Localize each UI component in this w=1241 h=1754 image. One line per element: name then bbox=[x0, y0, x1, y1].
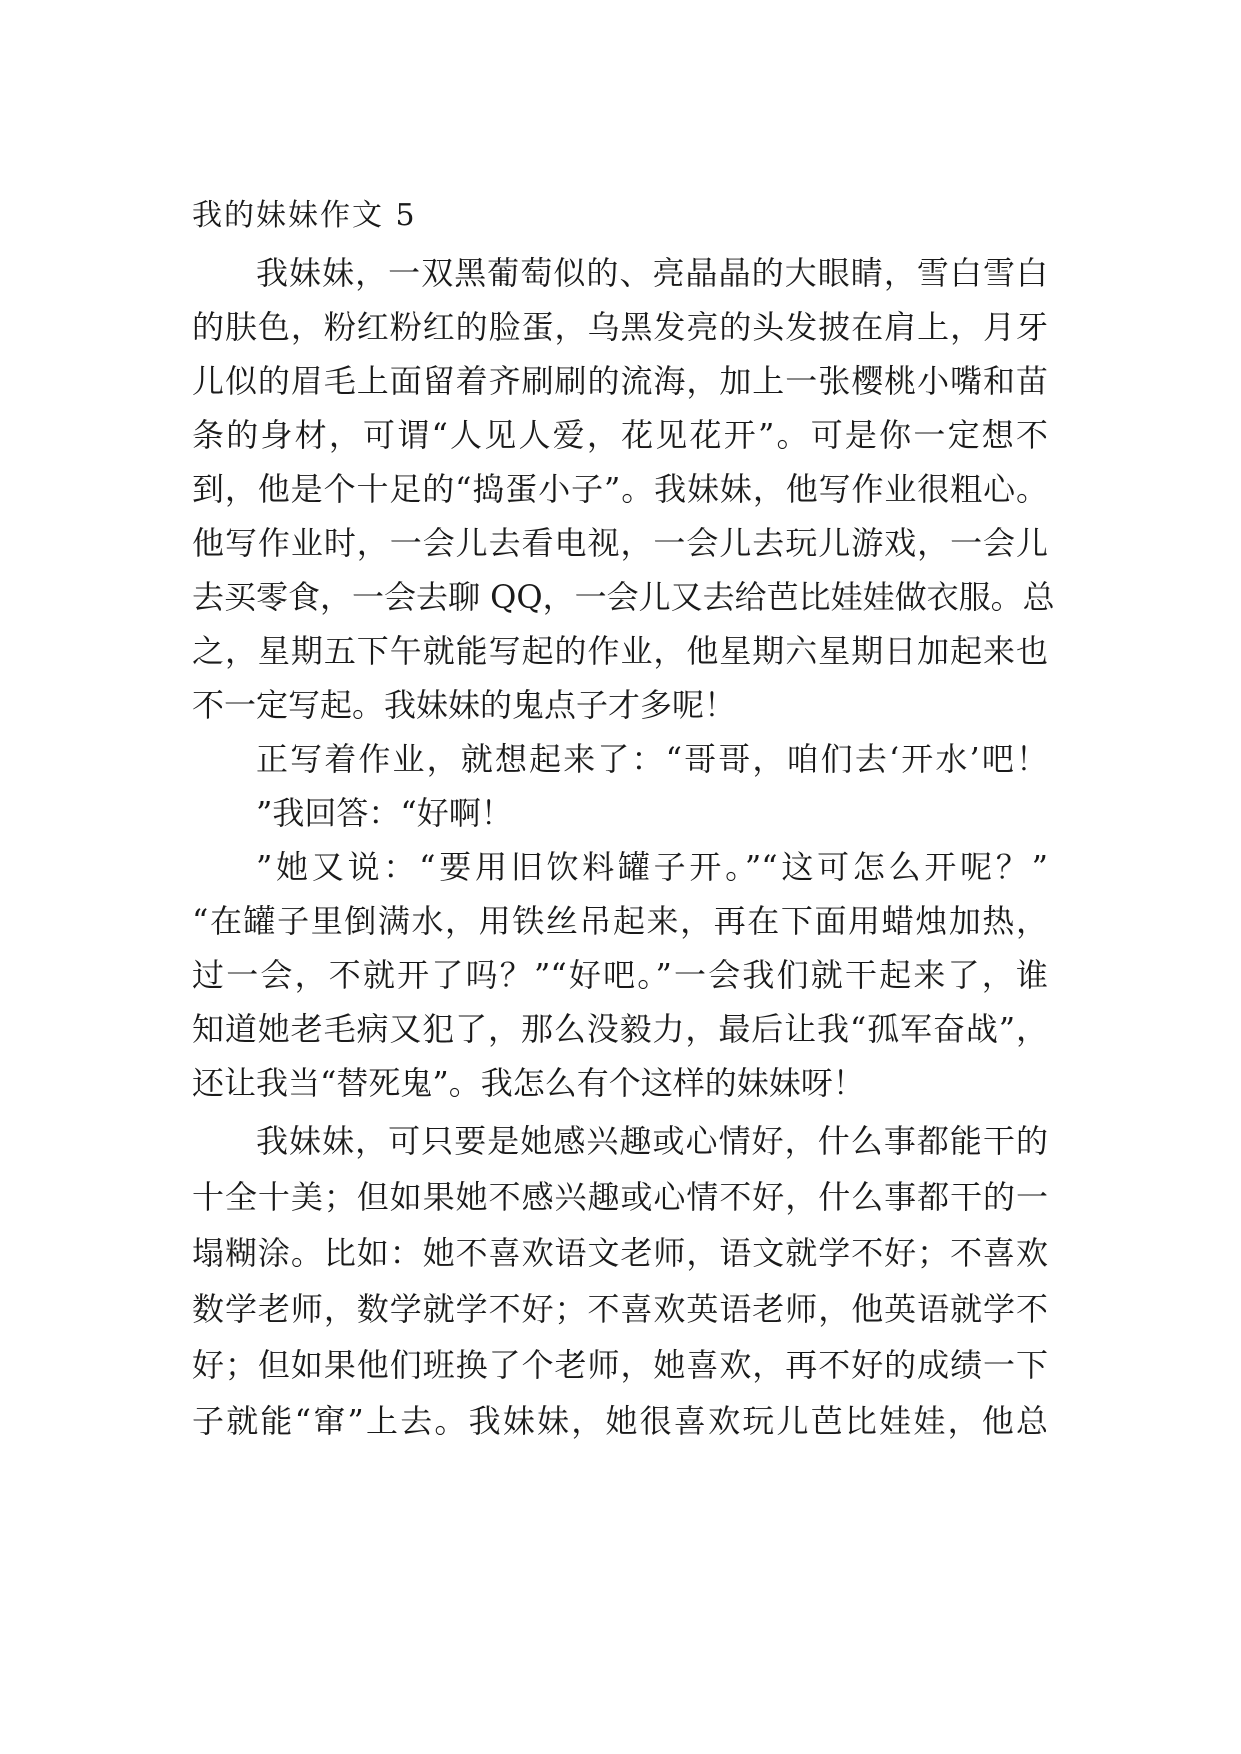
text-line: 还让我当“替死鬼”。我怎么有个这样的妹妹呀！ bbox=[192, 1064, 865, 1102]
text-line: 我妹妹，一双黑葡萄似的、亮晶晶的大眼睛，雪白雪白 bbox=[256, 254, 1048, 292]
text-line: 他写作业时，一会儿去看电视，一会儿去玩儿游戏，一会儿 bbox=[192, 524, 1048, 562]
text-line: “在罐子里倒满水，用铁丝吊起来，再在下面用蜡烛加热， bbox=[192, 902, 1048, 940]
text-line: 不一定写起。我妹妹的鬼点子才多呢！ bbox=[192, 686, 737, 724]
text-line: 我妹妹，可只要是她感兴趣或心情好，什么事都能干的 bbox=[256, 1122, 1048, 1160]
text-line: 知道她老毛病又犯了，那么没毅力，最后让我“孤军奋战”， bbox=[192, 1010, 1048, 1048]
text-line: 去买零食，一会去聊 QQ，一会儿又去给芭比娃娃做衣服。总 bbox=[192, 578, 1055, 616]
text-line: 到，他是个十足的“捣蛋小子”。我妹妹，他写作业很粗心。 bbox=[192, 470, 1048, 508]
document-title: 我的妹妹作文 5 bbox=[192, 198, 417, 233]
text-line: 之，星期五下午就能写起的作业，他星期六星期日加起来也 bbox=[192, 632, 1048, 670]
text-line: 数学老师，数学就学不好；不喜欢英语老师，他英语就学不 bbox=[192, 1290, 1048, 1328]
text-line: ”她又说：“要用旧饮料罐子开。”“这可怎么开呢？” bbox=[256, 848, 1048, 886]
text-line: 过一会，不就开了吗？”“好吧。”一会我们就干起来了，谁 bbox=[192, 956, 1048, 994]
text-line: 子就能“窜”上去。我妹妹，她很喜欢玩儿芭比娃娃，他总 bbox=[192, 1402, 1048, 1440]
text-line: 塌糊涂。比如：她不喜欢语文老师，语文就学不好；不喜欢 bbox=[192, 1234, 1048, 1272]
text-line: ”我回答：“好啊！ bbox=[256, 794, 513, 832]
text-line: 好；但如果他们班换了个老师，她喜欢，再不好的成绩一下 bbox=[192, 1346, 1048, 1384]
text-line: 条的身材，可谓“人见人爱，花见花开”。可是你一定想不 bbox=[192, 416, 1048, 454]
text-line: 儿似的眉毛上面留着齐刷刷的流海，加上一张樱桃小嘴和苗 bbox=[192, 362, 1048, 400]
text-line: 十全十美；但如果她不感兴趣或心情不好，什么事都干的一 bbox=[192, 1178, 1048, 1216]
text-line: 的肤色，粉红粉红的脸蛋，乌黑发亮的头发披在肩上，月牙 bbox=[192, 308, 1048, 346]
text-line: 正写着作业，就想起来了：“哥哥，咱们去‘开水’吧！ bbox=[256, 740, 1048, 778]
